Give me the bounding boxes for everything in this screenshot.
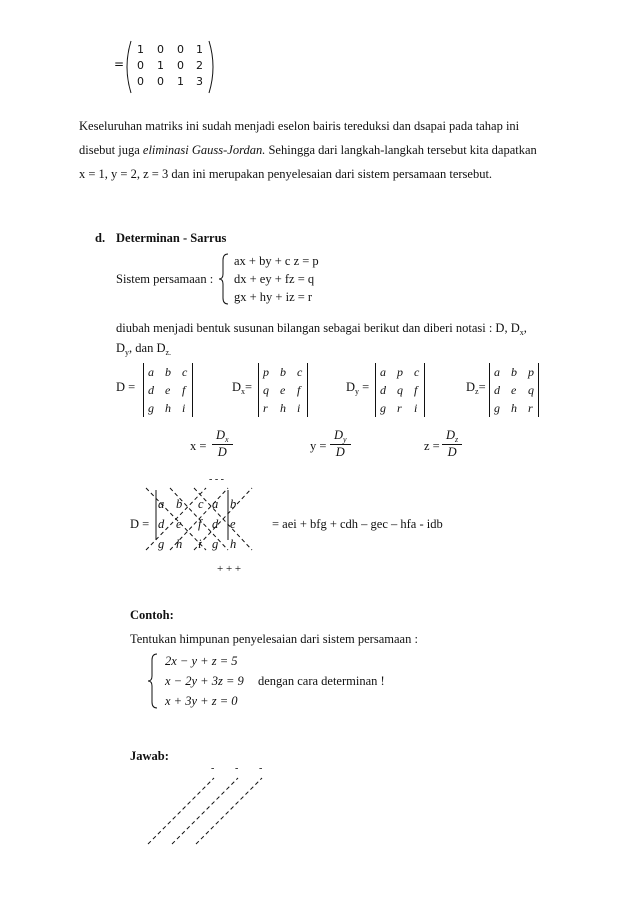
det-dy-label [346, 380, 369, 396]
det-cell: g [148, 401, 154, 415]
dz-eq: = [478, 380, 486, 394]
det-dx [258, 363, 308, 417]
det-cell: e [165, 383, 171, 397]
det-cell: a [148, 365, 154, 379]
z-formula-lhs: z = [424, 439, 440, 453]
matrix-brackets [121, 37, 221, 97]
system-eq-2: dx + ey + fz = q [234, 272, 315, 286]
matrix-cell: 0 [157, 75, 164, 88]
det-cell: i [414, 401, 418, 415]
answer-diagonals [140, 770, 280, 850]
dy-eq: = [359, 380, 370, 394]
matrix-cell: 0 [137, 59, 144, 72]
desc2-sub: y [125, 348, 130, 357]
y-denominator: D [335, 445, 345, 459]
det-cell: e [511, 383, 517, 397]
sarrus-cell: g [212, 537, 219, 551]
sarrus-cell: a [158, 497, 165, 511]
det-cell: g [380, 401, 386, 415]
y-numerator [330, 428, 351, 445]
det-cell: i [297, 401, 301, 415]
desc2-text: D [116, 341, 126, 355]
matrix-cell: 1 [157, 59, 164, 72]
sarrus-cell: g [158, 537, 165, 551]
y-formula-lhs: y = [310, 439, 327, 453]
det-cell: i [182, 401, 186, 415]
sarrus-cell: i [198, 537, 202, 551]
example-brace [147, 652, 161, 710]
system-eq-3: gx + hy + iz = r [234, 290, 313, 304]
det-dz-label [466, 380, 486, 396]
det-cell: d [148, 383, 154, 397]
sarrus-cell: c [198, 497, 204, 511]
answer-minus-2: - [235, 763, 239, 774]
det-cell: p [528, 365, 534, 379]
paragraph-line-3: x = 1, y = 2, z = 3 dan ini merupakan penyelesaian dari sistem persamaan tersebut. [79, 167, 493, 181]
det-cell: q [263, 383, 269, 397]
answer-minus-3: - [259, 763, 263, 774]
desc2-sub2: z. [165, 348, 172, 357]
sarrus-minus-signs: - - - [209, 474, 224, 485]
sarrus-cell: d [158, 517, 165, 531]
description-line-2 [116, 341, 171, 357]
answer-minus-1: - [211, 763, 215, 774]
desc1-sub: x [519, 328, 524, 337]
y-num-sub: y [343, 435, 347, 444]
x-num-sub: x [225, 435, 229, 444]
section-label: d. [95, 231, 106, 245]
desc1-end: , [523, 321, 527, 335]
matrix-equals: = [114, 57, 125, 71]
det-dz [489, 363, 539, 417]
line2-post: Sehingga dari langkah-langkah tersebut kita dapatkan [265, 143, 537, 157]
dx-d: D [232, 380, 242, 394]
paragraph-line-2 [79, 143, 537, 158]
det-cell: e [280, 383, 286, 397]
dx-eq: = [245, 380, 253, 394]
det-cell: c [297, 365, 303, 379]
sarrus-cell: e [176, 517, 182, 531]
det-cell: q [528, 383, 534, 397]
matrix-cell: 0 [177, 43, 184, 56]
z-num-d: D [446, 428, 456, 442]
desc1-text: diubah menjadi bentuk susunan bilangan sebagai berikut dan diberi notasi : D, D [116, 321, 520, 335]
answer-title: Jawab: [130, 749, 169, 763]
matrix [121, 37, 221, 101]
z-denominator: D [447, 445, 457, 459]
det-cell: r [263, 401, 268, 415]
sarrus-cell: a [212, 497, 219, 511]
det-cell: p [397, 365, 403, 379]
det-cell: f [414, 383, 418, 397]
sarrus-plus-signs: + + + [217, 563, 242, 575]
sarrus-cell: h [176, 537, 183, 551]
det-cell: a [380, 365, 386, 379]
sarrus-label: D = [130, 517, 150, 531]
matrix-cell: 0 [177, 59, 184, 72]
paragraph-line-1: Keseluruhan matriks ini sudah menjadi eselon bairis tereduksi dan dsapai pada tahap ini [79, 119, 520, 133]
dx-sub: x [241, 387, 246, 396]
example-title: Contoh: [130, 608, 174, 622]
sarrus-cell: b [230, 497, 237, 511]
matrix-cell: 2 [196, 59, 203, 72]
det-dy [375, 363, 425, 417]
dy-d: D [346, 380, 356, 394]
det-d-label: D = [116, 380, 136, 394]
z-formula-fraction [442, 428, 462, 460]
section-title: Determinan - Sarrus [116, 231, 227, 245]
example-eq-3: x + 3y + z = 0 [165, 694, 238, 708]
matrix-cell: 3 [196, 75, 203, 88]
matrix-cell: 0 [157, 43, 164, 56]
sarrus-cell: h [230, 537, 237, 551]
z-numerator [442, 428, 462, 445]
det-cell: h [511, 401, 517, 415]
matrix-cell: 1 [196, 43, 203, 56]
example-eq-2: x − 2y + 3z = 9 [165, 674, 244, 688]
x-denominator: D [217, 445, 227, 459]
x-num-d: D [216, 428, 226, 442]
det-cell: q [397, 383, 403, 397]
gauss-jordan-term: eliminasi Gauss-Jordan. [142, 143, 266, 157]
det-dx-label [232, 380, 252, 396]
det-cell: f [297, 383, 301, 397]
det-cell: b [280, 365, 286, 379]
example-suffix: dengan cara determinan ! [258, 674, 385, 688]
system-eq-1: ax + by + c z = p [234, 254, 319, 268]
dz-d: D [466, 380, 476, 394]
line2-pre: disebut juga [79, 143, 143, 157]
det-cell: b [511, 365, 517, 379]
det-cell: c [414, 365, 420, 379]
system-brace [218, 252, 232, 306]
det-cell: p [263, 365, 269, 379]
y-formula-fraction [330, 428, 351, 460]
det-cell: h [165, 401, 171, 415]
matrix-cell: 0 [137, 75, 144, 88]
det-cell: r [528, 401, 533, 415]
det-cell: a [494, 365, 500, 379]
x-formula-fraction [212, 428, 233, 460]
sarrus-cell: d [212, 517, 219, 531]
desc2-mid: , dan D [129, 341, 166, 355]
y-num-d: D [334, 428, 344, 442]
sarrus-cell: e [230, 517, 236, 531]
dz-sub: z [475, 387, 479, 396]
dy-sub: y [355, 387, 360, 396]
sarrus-formula: = aei + bfg + cdh – gec – hfa - idb [272, 517, 443, 531]
x-formula-lhs: x = [190, 439, 207, 453]
sarrus-cell: f [198, 517, 202, 531]
matrix-cell: 1 [177, 75, 184, 88]
det-cell: f [182, 383, 186, 397]
det-cell: b [165, 365, 171, 379]
det-cell: d [494, 383, 500, 397]
det-cell: g [494, 401, 500, 415]
sarrus-cell: b [176, 497, 183, 511]
det-cell: d [380, 383, 386, 397]
system-label: Sistem persamaan : [116, 272, 214, 286]
det-d [143, 363, 193, 417]
matrix-cell: 1 [137, 43, 144, 56]
description-line-1 [116, 321, 527, 337]
x-numerator [212, 428, 233, 445]
example-prompt: Tentukan himpunan penyelesaian dari sistem persamaan : [130, 632, 418, 646]
example-eq-1: 2x − y + z = 5 [165, 654, 238, 668]
det-cell: h [280, 401, 286, 415]
det-cell: r [397, 401, 402, 415]
z-num-sub: z [455, 435, 459, 444]
det-cell: c [182, 365, 188, 379]
